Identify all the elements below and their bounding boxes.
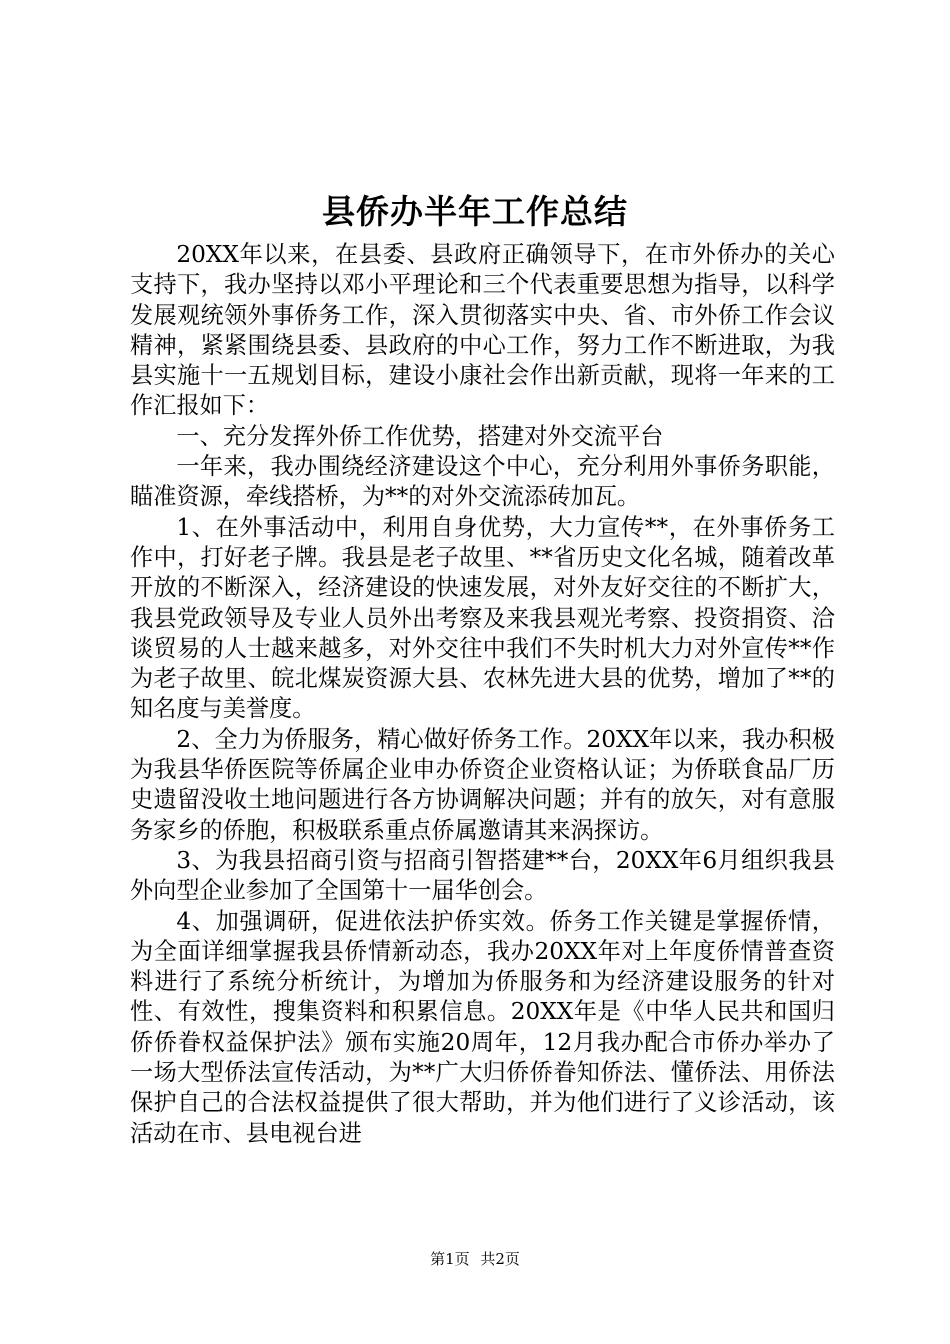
paragraph-item-3: 3、为我县招商引资与招商引智搭建**台，20XX年6月组织我县外向型企业参加了全国第十一届华创会。 (130, 846, 835, 905)
paragraph-item-2: 2、全力为侨服务，精心做好侨务工作。20XX年以来，我办积极为我县华侨医院等侨属企业申办侨资企业资格认证；为侨联食品厂历史遗留没收土地问题进行各方协调解决问题；并有的放矢，对有意服务家乡的侨胞，积极联系重点侨属邀请其来涡探访。 (130, 725, 835, 844)
document-title: 县侨办半年工作总结 (322, 192, 628, 231)
paragraph-intro: 20XX年以来，在县委、县政府正确领导下，在市外侨办的关心支持下，我办坚持以邓小平理论和三个代表重要思想为指导，以科学发展观统领外事侨务工作，深入贯彻落实中央、省、市外侨工作会议精神，紧紧围绕县委、县政府的中心工作，努力工作不断进取，为我县实施十一五规划目标，建设小康社会作出新贡献，现将一年来的工作汇报如下： (130, 241, 835, 420)
page-footer (0, 1248, 950, 1269)
page-number: 第1页 (430, 1250, 470, 1268)
document-body (130, 240, 835, 1149)
paragraph-item-1: 1、在外事活动中，利用自身优势，大力宣传**，在外事侨务工作中，打好老子牌。我县是老子故里、**省历史文化名城，随着改革开放的不断深入，经济建设的快速发展，对外友好交往的不断扩大，我县党政领导及专业人员外出考察及来我县观光考察、投资捐资、洽谈贸易的人士越来越多，对外交往中我们不失时机大力对外宣传**作为老子故里、皖北煤炭资源大县、农林先进大县的优势，增加了**的知名度与美誉度。 (130, 513, 835, 723)
paragraph-item-4: 4、加强调研，促进依法护侨实效。侨务工作关键是掌握侨情，为全面详细掌握我县侨情新动态，我办20XX年对上年度侨情普查资料进行了系统分析统计，为增加为侨服务和为经济建设服务的针对性、有效性，搜集资料和积累信息。20XX年是《中华人民共和国归侨侨眷权益保护法》颁布实施20周年，12月我办配合市侨办举办了一场大型侨法宣传活动，为**广大归侨侨眷知侨法、懂侨法、用侨法保护自己的合法权益提供了很大帮助，并为他们进行了义诊活动，该活动在市、县电视台进 (130, 907, 835, 1147)
paragraph-section-1-intro: 一年来，我办围绕经济建设这个中心，充分利用外事侨务职能，瞄准资源，牵线搭桥，为**的对外交流添砖加瓦。 (130, 453, 835, 511)
page-total: 共2页 (480, 1250, 520, 1268)
section-heading-1: 一、充分发挥外侨工作优势，搭建对外交流平台 (176, 422, 664, 450)
